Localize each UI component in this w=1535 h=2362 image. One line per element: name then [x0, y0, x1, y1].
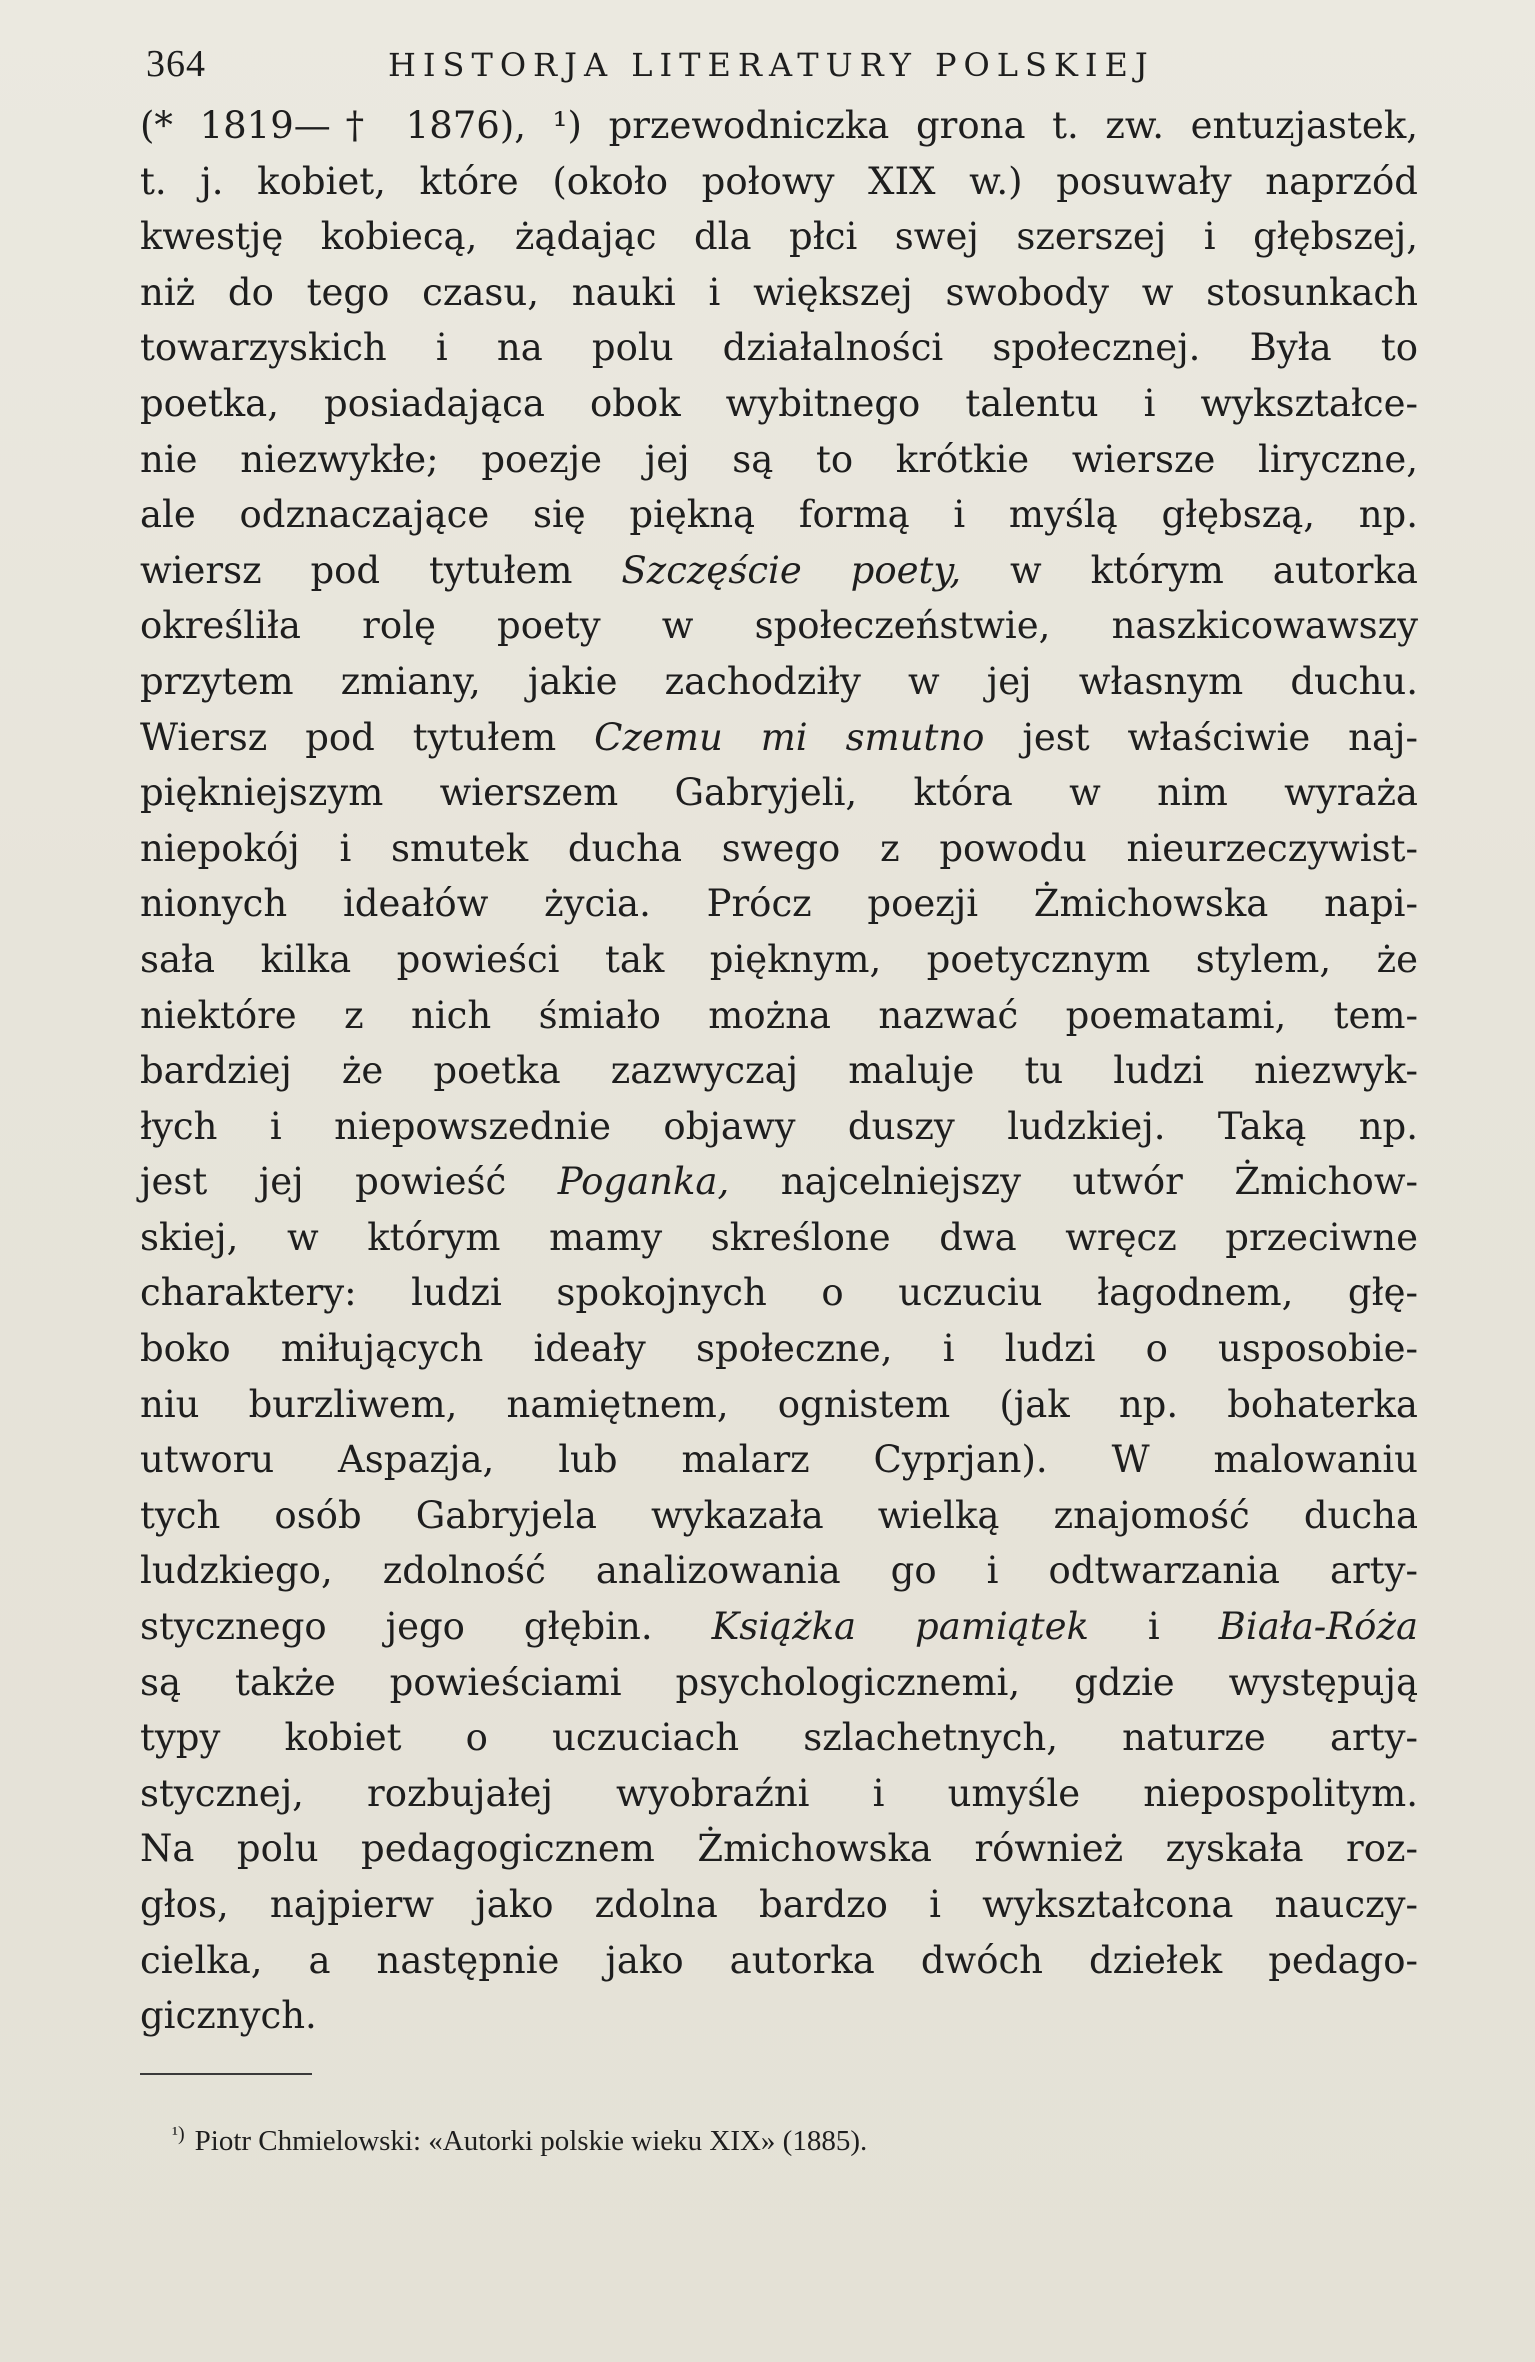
text-line — [140, 1877, 1418, 1933]
text-segment: t. j. kobiet, które (około połowy XIX w.) posuwały naprzód — [140, 159, 1418, 203]
text-line — [140, 1043, 1418, 1099]
text-segment: bardziej że poetka zazwyczaj maluje tu ludzi niezwyk- — [140, 1049, 1418, 1093]
text-segment: kwestję kobiecą, żądając dla płci swej szerszej i głębszej, — [140, 215, 1418, 259]
text-segment: poetka, posiadająca obok wybitnego talentu i wykształce- — [140, 381, 1418, 425]
running-head: HISTORJA LITERATURY POLSKIEJ — [388, 46, 1155, 84]
text-segment: głos, najpierw jako zdolna bardzo i wykształcona nauczy- — [140, 1883, 1418, 1926]
text-segment: typy kobiet o uczuciach szlachetnych, naturze arty- — [140, 1716, 1418, 1760]
footnote-mark: ¹) — [172, 2123, 185, 2145]
text-segment: (* 1819—† 1876), ¹) przewodniczka grona t. zw. entuzjastek, — [140, 104, 1418, 147]
text-line — [140, 98, 1418, 154]
text-segment: nie niezwykłe; poezje jej są to krótkie wiersze liryczne, — [140, 437, 1418, 481]
text-segment: skiej, w którym mamy skreślone dwa wręcz przeciwne — [140, 1215, 1418, 1259]
text-line — [140, 988, 1418, 1044]
text-line — [140, 1321, 1418, 1377]
text-line — [140, 1377, 1418, 1433]
text-segment: przytem zmiany, jakie zachodziły w jej własnym duchu. — [140, 659, 1418, 703]
text-segment: niepokój i smutek ducha swego z powodu nieurzeczywist- — [140, 826, 1418, 870]
text-line — [140, 376, 1418, 432]
text-segment: sała kilka powieści tak pięknym, poetycznym stylem, że — [140, 937, 1418, 981]
text-segment: boko miłujących ideały społeczne, i ludzi o usposobie- — [140, 1327, 1418, 1371]
text-segment: utworu Aspazja, lub malarz Cyprjan). W malowaniu — [140, 1438, 1418, 1482]
italic-title: Szczęście poety, — [621, 548, 962, 592]
page-header — [140, 28, 1440, 88]
text-segment: i — [1088, 1605, 1219, 1649]
text-line — [140, 1821, 1418, 1877]
text-segment: niektóre z nich śmiało można nazwać poematami, tem- — [140, 993, 1418, 1037]
text-line — [140, 154, 1418, 210]
text-segment: jest jej powieść — [140, 1160, 558, 1204]
text-segment: ale odznaczające się piękną formą i myślą głębszą, np. — [140, 493, 1418, 537]
text-segment: gicznych. — [140, 1994, 317, 2038]
text-line — [140, 598, 1418, 654]
text-segment: niu burzliwem, namiętnem, ognistem (jak np. bohaterka — [140, 1382, 1418, 1426]
text-line — [140, 265, 1418, 321]
text-segment: niż do tego czasu, nauki i większej swobody w stosunkach — [140, 270, 1418, 314]
text-line — [140, 432, 1418, 488]
italic-title: Biała-Róża — [1218, 1605, 1418, 1649]
text-segment: łych i niepowszednie objawy duszy ludzkiej. Taką np. — [140, 1104, 1418, 1148]
text-line — [140, 765, 1418, 821]
text-segment: charaktery: ludzi spokojnych o uczuciu łagodnem, głę- — [140, 1271, 1418, 1315]
text-line — [140, 876, 1418, 932]
text-line — [140, 1766, 1418, 1822]
text-line — [140, 710, 1418, 766]
footnote — [172, 2114, 867, 2161]
italic-title: Poganka, — [557, 1160, 730, 1204]
text-segment: towarzyskich i na polu działalności społecznej. Była to — [140, 326, 1418, 370]
text-segment: są także powieściami psychologicznemi, gdzie występują — [140, 1660, 1418, 1704]
text-line — [140, 1933, 1418, 1989]
text-segment: jest właściwie naj- — [984, 715, 1419, 759]
body-text — [140, 98, 1418, 2044]
text-line — [140, 1655, 1418, 1711]
text-segment: wiersz pod tytułem — [140, 548, 622, 592]
text-segment: tych osób Gabryjela wykazała wielką znajomość ducha — [140, 1493, 1418, 1537]
text-segment: w którym autorka — [961, 548, 1418, 592]
text-segment: najcelniejszy utwór Żmichow- — [729, 1160, 1418, 1204]
footnote-text: Piotr Chmielowski: «Autorki polskie wieku XIX» (1885). — [194, 2125, 868, 2157]
text-line — [140, 209, 1418, 265]
text-line — [140, 654, 1418, 710]
text-line — [140, 320, 1418, 376]
text-segment: stycznego jego głębin. — [140, 1605, 712, 1649]
text-segment: określiła rolę poety w społeczeństwie, naszkicowawszy — [140, 604, 1418, 648]
text-segment: Na polu pedagogicznem Żmichowska również zyskała roz- — [140, 1827, 1418, 1871]
text-segment: Wiersz pod tytułem — [140, 715, 595, 759]
text-line — [140, 1988, 1418, 2044]
text-line — [140, 543, 1418, 599]
text-segment: piękniejszym wierszem Gabryjeli, która w nim wyraża — [140, 771, 1418, 815]
text-line — [140, 932, 1418, 988]
text-segment: cielka, a następnie jako autorka dwóch dziełek pedago- — [140, 1938, 1418, 1982]
text-segment: stycznej, rozbujałej wyobraźni i umyśle niepospolitym. — [140, 1771, 1418, 1815]
text-line — [140, 1154, 1418, 1210]
text-line — [140, 821, 1418, 877]
text-line — [140, 487, 1418, 543]
text-line — [140, 1210, 1418, 1266]
text-segment: nionych ideałów życia. Prócz poezji Żmichowska napi- — [140, 882, 1418, 926]
text-line — [140, 1599, 1418, 1655]
italic-title: Książka pamiątek — [711, 1605, 1089, 1649]
text-line — [140, 1710, 1418, 1766]
text-line — [140, 1265, 1418, 1321]
text-line — [140, 1432, 1418, 1488]
text-line — [140, 1099, 1418, 1155]
text-line — [140, 1488, 1418, 1544]
text-line — [140, 1543, 1418, 1599]
page-number: 364 — [146, 43, 206, 85]
footnote-separator — [140, 2073, 312, 2075]
italic-title: Czemu mi smutno — [594, 715, 985, 759]
text-segment: ludzkiego, zdolność analizowania go i odtwarzania arty- — [140, 1549, 1418, 1593]
